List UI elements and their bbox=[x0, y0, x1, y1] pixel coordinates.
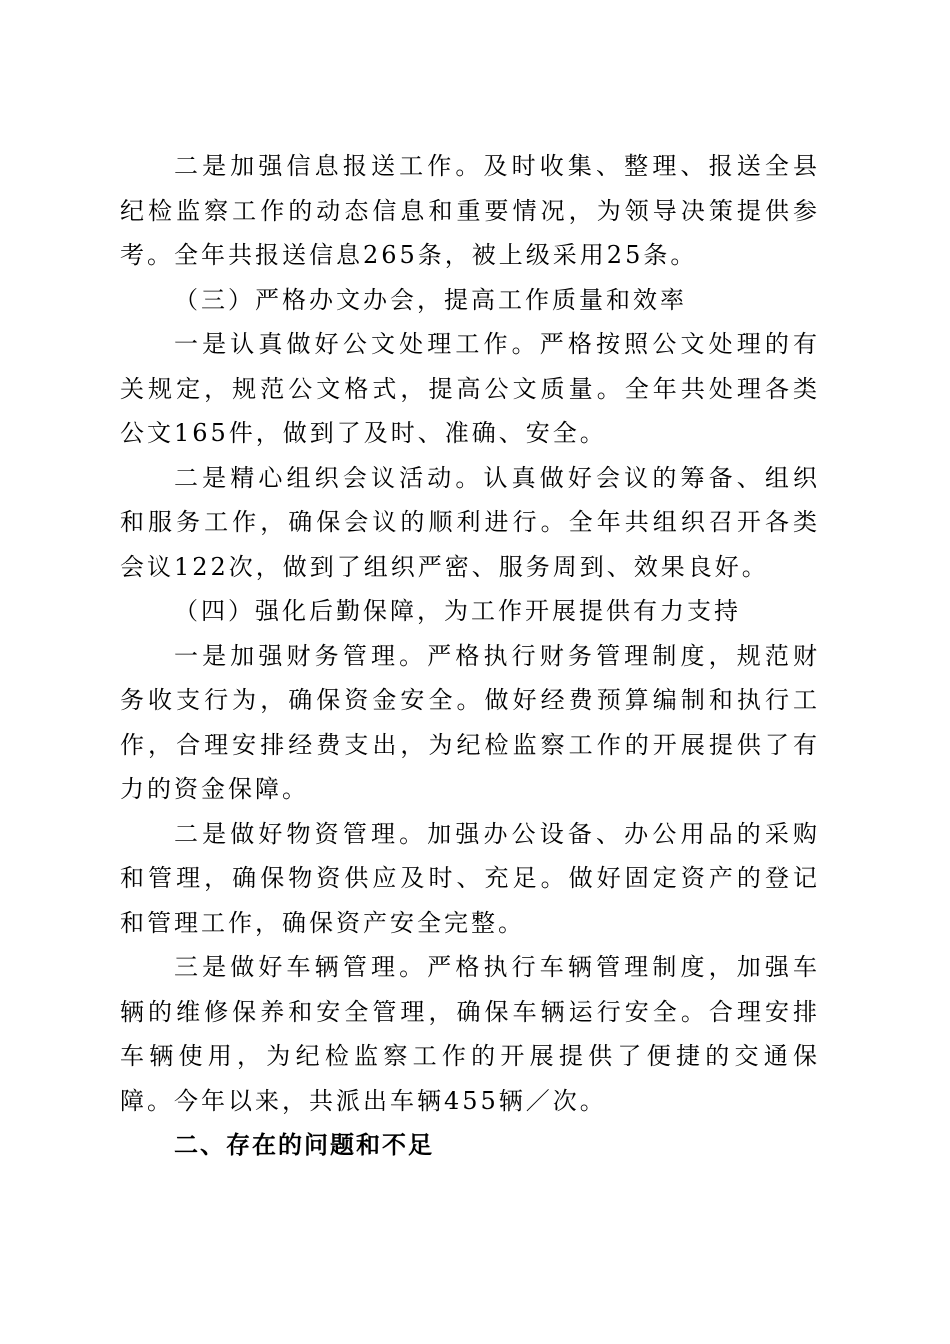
subheading-documents-meetings: （三）严格办文办会，提高工作质量和效率 bbox=[174, 285, 687, 314]
paragraph-info-reporting: 二是加强信息报送工作。及时收集、整理、报送全县纪检监察工作的动态信息和重要情况，为领导决策提供参考。全年共报送信息265条，被上级采用25条。 bbox=[120, 152, 820, 269]
section-title-problems: 二、存在的问题和不足 bbox=[174, 1131, 434, 1159]
paragraph-materials-management: 二是做好物资管理。加强办公设备、办公用品的采购和管理，确保物资供应及时、充足。做好固定资产的登记和管理工作，确保资产安全完整。 bbox=[120, 819, 820, 937]
paragraph-meeting-organization: 二是精心组织会议活动。认真做好会议的筹备、组织和服务工作，确保会议的顺利进行。全年共组织召开各类会议122次，做到了组织严密、服务周到、效果良好。 bbox=[120, 463, 820, 581]
document-body bbox=[120, 144, 820, 1168]
subheading-logistics: （四）强化后勤保障，为工作开展提供有力支持 bbox=[174, 597, 741, 625]
paragraph-vehicle-management: 三是做好车辆管理。严格执行车辆管理制度，加强车辆的维修保养和安全管理，确保车辆运行安全。合理安排车辆使用，为纪检监察工作的开展提供了便捷的交通保障。今年以来，共派出车辆455辆／次。 bbox=[120, 953, 820, 1115]
paragraph-financial-management: 一是加强财务管理。严格执行财务管理制度，规范财务收支行为，确保资金安全。做好经费预算编制和执行工作，合理安排经费支出，为纪检监察工作的开展提供了有力的资金保障。 bbox=[120, 641, 820, 803]
paragraph-document-processing: 一是认真做好公文处理工作。严格按照公文处理的有关规定，规范公文格式，提高公文质量。全年共处理各类公文165件，做到了及时、准确、安全。 bbox=[120, 330, 820, 447]
